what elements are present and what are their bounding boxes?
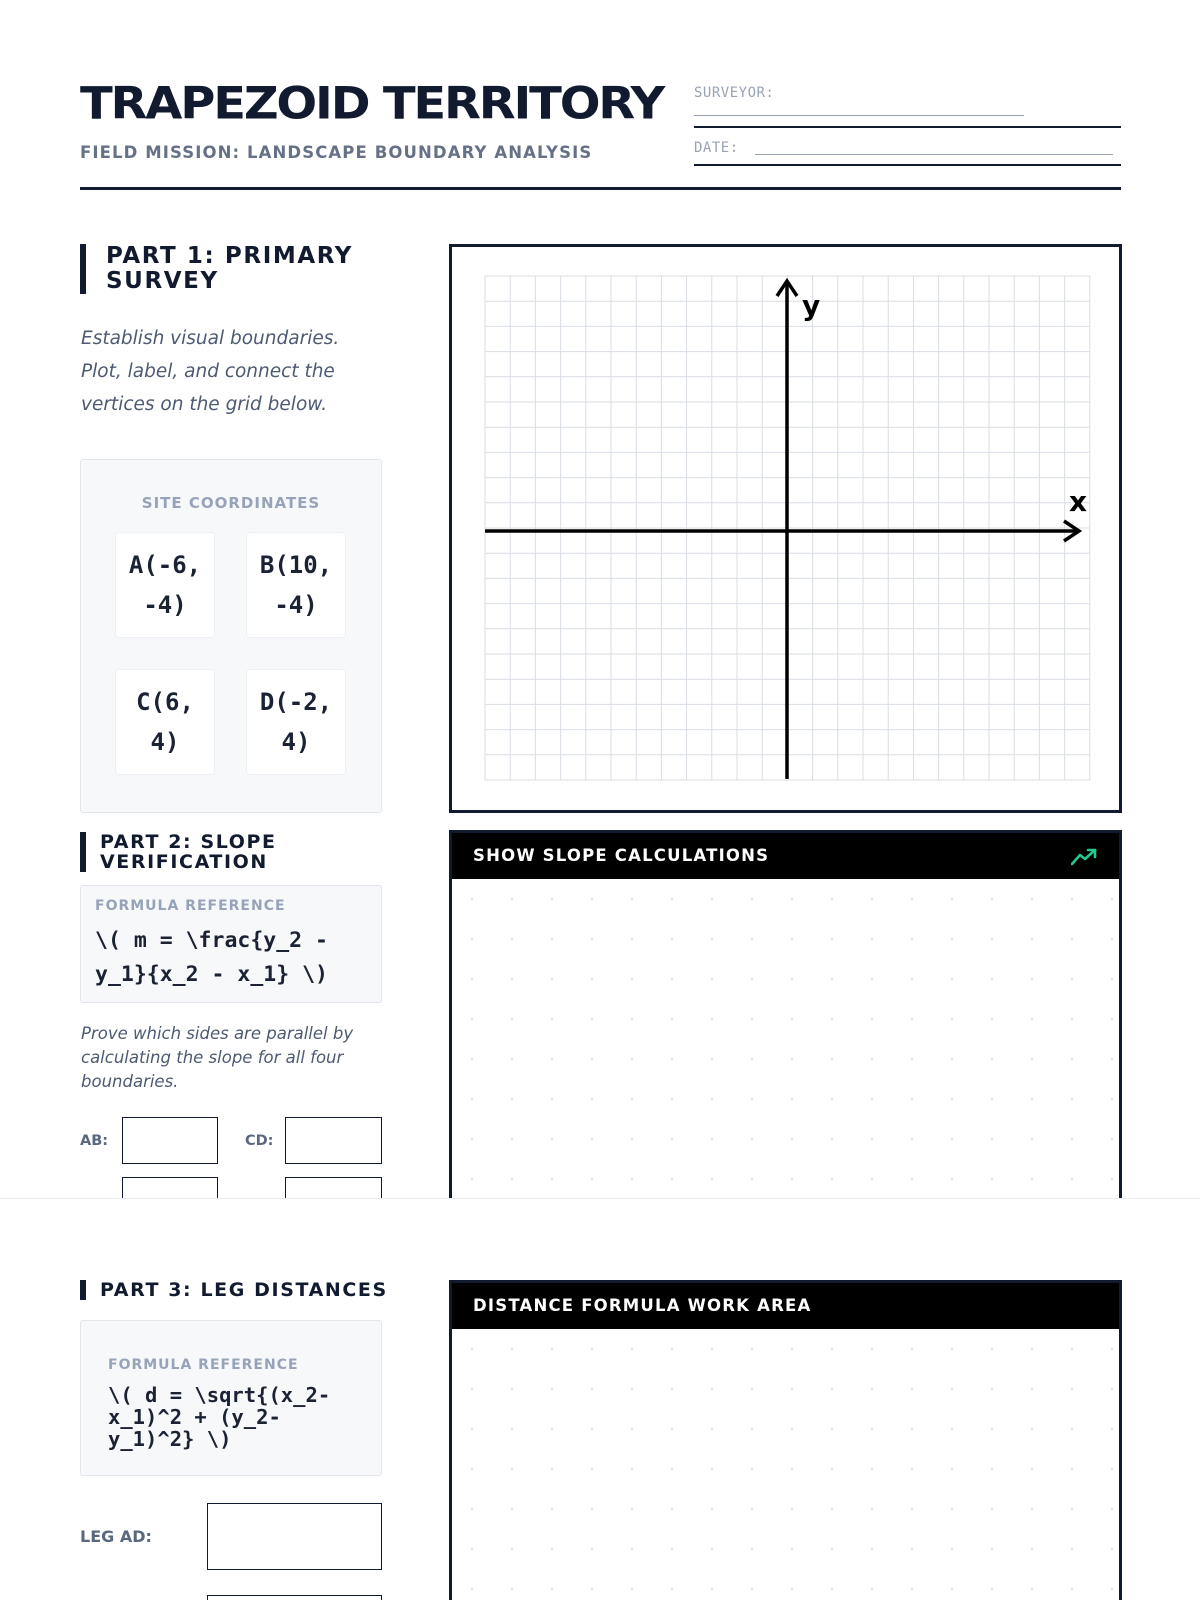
site-coordinates-card <box>80 459 382 813</box>
leg-bc-input[interactable] <box>207 1595 382 1600</box>
vertex-d: D(-2, 4) <box>246 669 346 775</box>
worksheet-title: TRAPEZOID TERRITORY <box>80 78 663 130</box>
distance-formula-card <box>80 1320 382 1476</box>
surveyor-input-line[interactable] <box>694 115 1024 116</box>
x-axis-label: x <box>1069 485 1088 518</box>
slope-cd-input[interactable] <box>285 1117 382 1164</box>
coordinate-grid[interactable] <box>452 247 1119 810</box>
distance-panel-title: DISTANCE FORMULA WORK AREA <box>473 1296 812 1315</box>
distance-formula-title: FORMULA REFERENCE <box>108 1357 299 1373</box>
header-divider <box>80 187 1121 190</box>
trending-up-icon <box>1071 848 1097 866</box>
date-input-line[interactable] <box>755 154 1113 155</box>
part2-instructions: Prove which sides are parallel by calculating the slope for all four boundaries. <box>81 1024 354 1091</box>
worksheet-subtitle: FIELD MISSION: LANDSCAPE BOUNDARY ANALYSIS <box>80 143 593 162</box>
surveyor-underline <box>694 126 1121 128</box>
distance-panel-header <box>452 1283 1119 1329</box>
part1-instructions: Establish visual boundaries. Plot, label, and connect the vertices on the grid below. <box>81 328 340 415</box>
slope-formula-card <box>80 885 382 1003</box>
slope-panel-title: SHOW SLOPE CALCULATIONS <box>473 846 770 865</box>
distance-formula: \( d = \sqrt{(x_2-x_1)^2 + (y_2-y_1)^2} \) <box>108 1383 331 1451</box>
vertex-b: B(10, -4) <box>246 532 346 638</box>
slope-work-area[interactable] <box>452 879 1119 1247</box>
slope-formula-title: FORMULA REFERENCE <box>95 898 286 914</box>
slope-ab-input[interactable] <box>122 1117 218 1164</box>
vertex-a: A(-6, -4) <box>115 532 215 638</box>
site-coordinates-title: SITE COORDINATES <box>141 494 321 512</box>
slope-cd-label: CD: <box>245 1133 274 1149</box>
part2-heading: PART 2: SLOPE VERIFICATION <box>80 832 380 872</box>
vertex-c: C(6, 4) <box>115 669 215 775</box>
date-underline <box>694 164 1121 166</box>
slope-formula: \( m = \frac{y_2 - y_1}{x_2 - x_1} \) <box>95 928 328 987</box>
y-axis-label: y <box>802 289 821 322</box>
part1-heading: PART 1: PRIMARY SURVEY <box>80 244 380 294</box>
leg-ad-input[interactable] <box>207 1503 382 1570</box>
page-break <box>0 1198 1200 1268</box>
surveyor-label: SURVEYOR: <box>694 85 775 101</box>
distance-work-panel <box>449 1280 1122 1600</box>
slope-ab-label: AB: <box>80 1133 109 1149</box>
slope-panel-header <box>452 833 1119 879</box>
slope-work-panel <box>449 830 1122 1250</box>
part3-heading: PART 3: LEG DISTANCES <box>80 1280 420 1300</box>
date-label: DATE: <box>694 140 739 156</box>
distance-work-area[interactable] <box>452 1329 1119 1600</box>
leg-ad-label: LEG AD: <box>80 1527 152 1546</box>
coordinate-grid-panel <box>449 244 1122 813</box>
